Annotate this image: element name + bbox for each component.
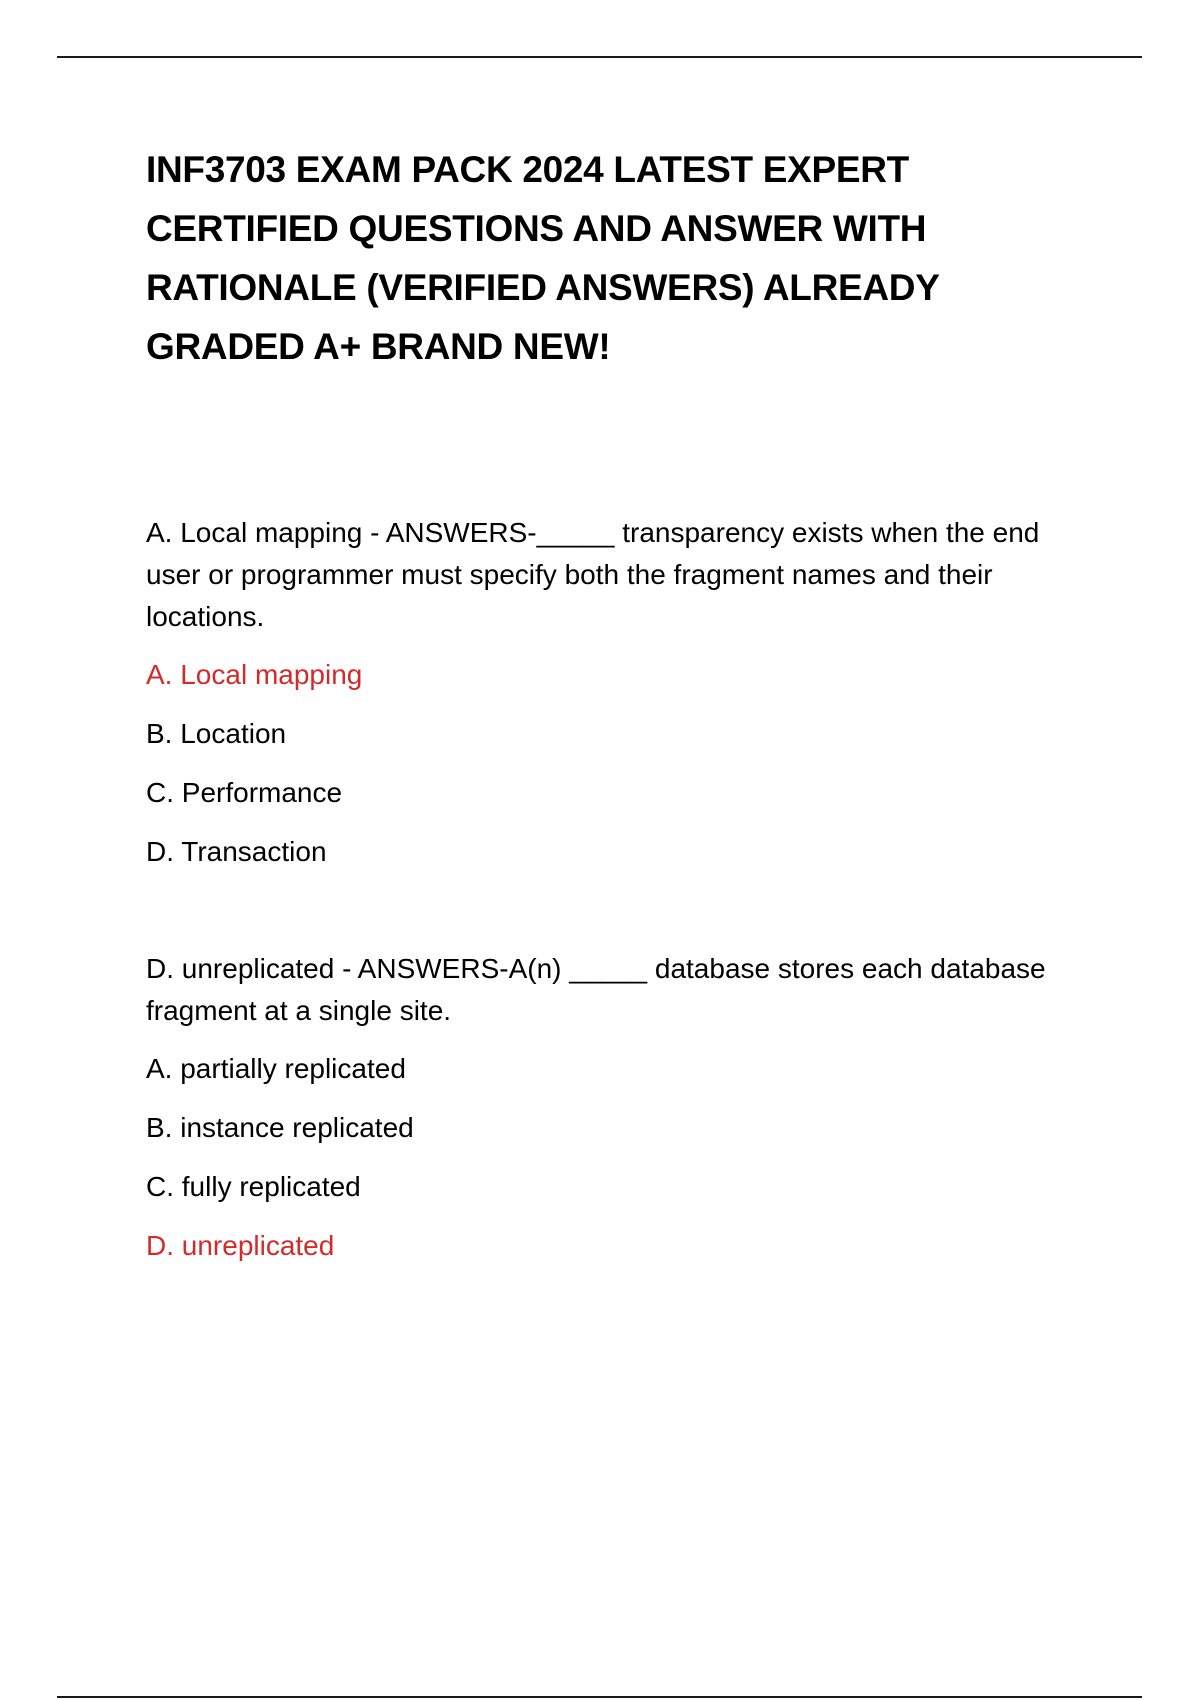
question-2-options [146,1048,1076,1267]
question-1-option-a-correct: A. Local mapping [146,659,363,690]
question-1-stem: A. Local mapping - ANSWERS-_____ transparency exists when the end user or programmer must specify both the fragment names and their locations. [146,517,1040,632]
question-2-option-c: C. fully replicated [146,1171,361,1202]
question-1-option-d: D. Transaction [146,836,327,867]
question-2-option-a: A. partially replicated [146,1053,406,1084]
question-2-option-d-correct: D. unreplicated [146,1230,335,1261]
title-section [146,140,1076,376]
question-1-option-c: C. Performance [146,777,343,808]
question-2-stem: D. unreplicated - ANSWERS-A(n) _____ database stores each database fragment at a single site. [146,953,1046,1026]
question-1-option-b: B. Location [146,718,287,749]
question-1-options [146,654,1076,873]
bottom-divider [57,1696,1142,1698]
question-2 [146,948,1076,1267]
question-2-option-b: B. instance replicated [146,1112,414,1143]
document-title: INF3703 EXAM PACK 2024 LATEST EXPERT CERTIFIED QUESTIONS AND ANSWER WITH RATIONALE (VERIFIED ANSWERS) ALREADY GRADED A+ BRAND NEW! [146,149,939,367]
question-1 [146,512,1076,873]
top-divider [57,56,1142,58]
